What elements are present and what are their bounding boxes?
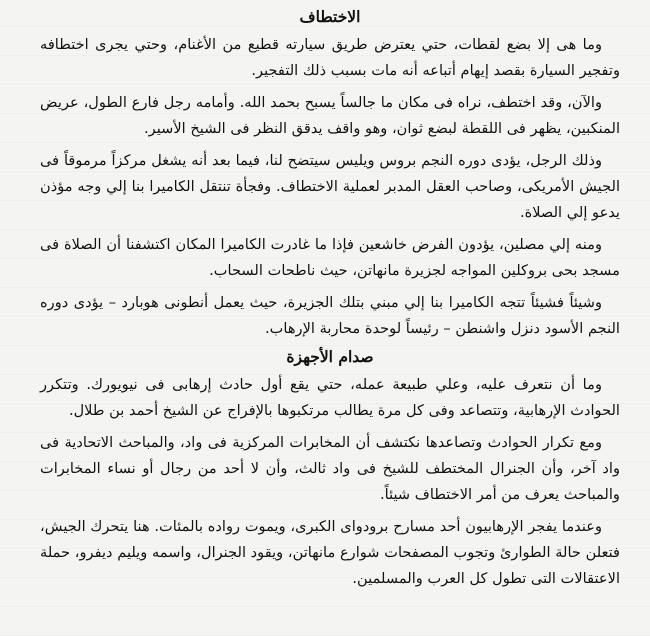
paragraph: وعندما يفجر الإرهابيون أحد مسارح برودواى الكبرى، ويموت رواده بالمئات. هنا يتحرك الجيش، فتعلن حالة الطوارئ وتجوب المصفحات شوارع مانهاتن، ويقود الجنرال، واسمه ويليم ديفرو، حملة الاعتقالات التى تطول كل العرب والمسلمين.: [40, 518, 620, 587]
section-heading-agency-clash: صدام الأجهزة: [286, 347, 374, 366]
section-heading-kidnapping: الاختطاف: [299, 7, 361, 26]
paragraph: وما أن نتعرف عليه، وعلي طبيعة عمله، حتي يقع أول حادث إرهابى فى نيويورك. وتتكرر الحوادث الإرهابية، وتتصاعد وفى كل مرة يطالب مرتكبوها بالإفراج عن الشيخ أحمد بن طلال.: [40, 376, 620, 419]
paragraph: وشيئاً فشيئاً تتجه الكاميرا بنا إلي مبني بتلك الجزيرة، حيث يعمل أنطونى هوبارد – يؤدى دوره النجم الأسود دنزل واشنطن – رئيساً لوحدة محاربة الإرهاب.: [40, 294, 620, 337]
paragraph: والآن، وقد اختطف، نراه فى مكان ما جالساً يسبح بحمد الله. وأمامه رجل فارع الطول، عريض المنكبين، يظهر فى اللقطة لبضع ثوان، وهو واقف يدقق النظر فى الشيخ الأسير.: [40, 94, 620, 137]
paragraph: وما هى إلا بضع لقطات، حتي يعترض طريق سيارته قطيع من الأغنام، وحتي يجرى اختطافه وتفجير السيارة بقصد إيهام أتباعه أنه مات بسبب ذلك التفجير.: [40, 36, 620, 79]
paragraph: ومنه إلي مصلين، يؤدون الفرض خاشعين فإذا ما غادرت الكاميرا المكان اكتشفنا أن الصلاة فى مسجد بحى بروكلين المواجه لجزيرة مانهاتن، حيث ناطحات السحاب.: [40, 236, 620, 279]
paragraph: وذلك الرجل، يؤدى دوره النجم بروس ويليس سيتضح لنا، فيما بعد أنه يشغل مركزاً مرموقاً فى الجيش الأمريكى، وصاحب العقل المدبر لعملية الاختطاف. وفجأة تنتقل الكاميرا بنا إلي وجه مؤذن يدعو إلي الصلاة.: [40, 152, 620, 221]
paragraph: ومع تكرار الحوادث وتصاعدها نكتشف أن المخابرات المركزية فى واد، والمباحث الاتحادية فى واد آخر، وأن الجنرال المختطف للشيخ فى واد ثالث، وأن لا أحد من رجال أو نساء المخابرات والمباحث يعرف من أمر الاختطاف شيئاً.: [40, 434, 620, 503]
